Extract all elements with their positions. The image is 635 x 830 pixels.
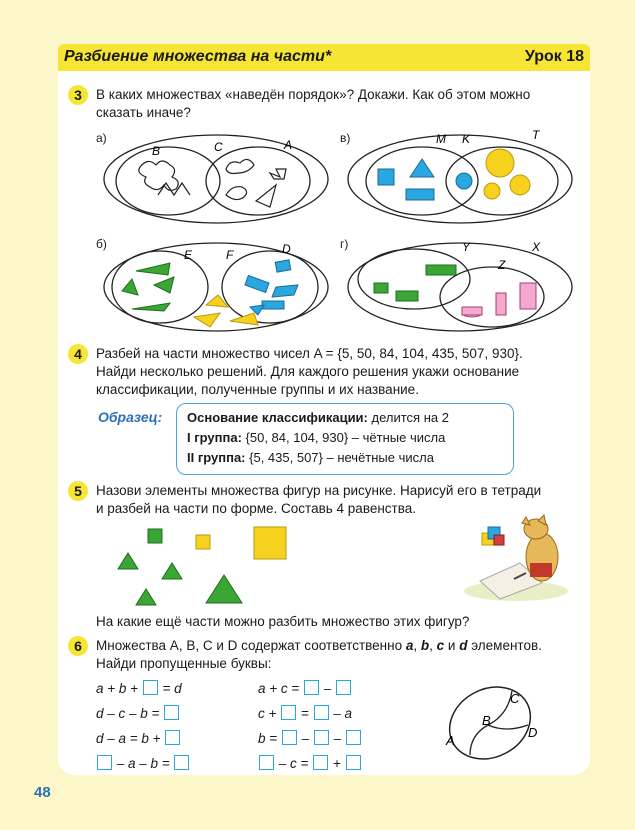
task-5-number: 5: [68, 481, 88, 501]
set-a-B-label: B: [152, 144, 161, 158]
task-3-text-line1: В каких множествах «наведён порядок»? Докажи. Как об этом можно: [96, 87, 531, 102]
equation-3: d – a = b +: [96, 730, 181, 746]
sample-group2: II группа: {5, 435, 507} – нечётные числа: [187, 450, 434, 465]
equation-8: – c = +: [258, 755, 362, 771]
task-5-line1: Назови элементы множества фигур на рисунке. Нарисуй его в тетради: [96, 483, 542, 498]
answer-box[interactable]: [313, 755, 328, 770]
task-5-line2: и разбей на части по форме. Составь 4 равенства.: [96, 501, 417, 516]
equation-2: d – c – b =: [96, 705, 180, 721]
content-panel: [58, 71, 590, 775]
task-5-question: На какие ещё части можно разбить множество этих фигур?: [96, 614, 470, 629]
set-g-Z-label: Z: [498, 258, 506, 272]
diagram-D-label: D: [528, 725, 538, 740]
task-5-shapes: [114, 523, 304, 613]
task-3-number: 3: [68, 85, 88, 105]
set-b-E-label: E: [184, 248, 193, 262]
set-b-D-label: D: [282, 242, 291, 256]
answer-box[interactable]: [314, 730, 329, 745]
set-b-label: б): [96, 237, 107, 251]
lesson-label: Урок 18: [524, 48, 584, 65]
set-v-M-label: M: [436, 132, 446, 146]
sample-label: Образец:: [98, 409, 163, 425]
page-number: 48: [34, 784, 51, 801]
set-b-F-label: F: [226, 248, 234, 262]
page-header: [58, 44, 590, 71]
task-3-text-line2: сказать иначе?: [96, 105, 191, 120]
set-v-T-label: T: [532, 129, 540, 142]
answer-box[interactable]: [314, 705, 329, 720]
answer-box[interactable]: [346, 730, 361, 745]
set-g-label: г): [340, 237, 349, 251]
answer-box[interactable]: [282, 730, 297, 745]
page-title: Разбиение множества на части*: [64, 48, 332, 65]
equation-6: c + = – a: [258, 706, 353, 721]
task-6-number: 6: [68, 636, 88, 656]
equation-5: a + c = –: [258, 680, 352, 696]
task-4-line2: Найди несколько решений. Для каждого решения укажи основание: [96, 364, 520, 379]
task-4-line3: классификации, полученные группы и их название.: [96, 382, 419, 397]
answer-box[interactable]: [259, 755, 274, 770]
set-v-K-label: K: [462, 132, 471, 146]
task-4-number: 4: [68, 344, 88, 364]
set-v-label: в): [340, 131, 351, 145]
set-a-A-label: A: [284, 138, 293, 152]
answer-box[interactable]: [304, 680, 319, 695]
answer-box[interactable]: [174, 755, 189, 770]
answer-box[interactable]: [336, 680, 351, 695]
set-g-X-label: X: [532, 240, 541, 254]
set-b-diagram: [98, 235, 348, 335]
equation-7: b = – –: [258, 730, 362, 746]
diagram-B-label: B: [482, 713, 491, 728]
answer-box[interactable]: [97, 755, 112, 770]
answer-box[interactable]: [281, 705, 296, 720]
sample-box: [176, 403, 514, 475]
equation-1: a + b + = d: [96, 681, 182, 696]
task-4-line1: Разбей на части множество чисел A = {5, 50, 84, 104, 435, 507, 930}.: [96, 346, 523, 361]
answer-box[interactable]: [346, 755, 361, 770]
diagram-C-label: C: [510, 691, 520, 706]
diagram-A-label: A: [446, 733, 455, 748]
set-a-diagram: [98, 129, 351, 229]
sample-basis: Основание классификации: делится на 2: [187, 410, 449, 425]
task-6-diagram: [430, 675, 570, 775]
set-g-diagram: [342, 235, 582, 335]
set-v-diagram: [342, 129, 582, 229]
answer-box[interactable]: [165, 730, 180, 745]
set-a-C-label: C: [214, 140, 223, 154]
answer-box[interactable]: [164, 705, 179, 720]
task-6-line1: Множества A, B, C и D содержат соответственно a, b, c и d элементов.: [96, 638, 542, 653]
set-g-Y-label: Y: [462, 240, 471, 254]
answer-box[interactable]: [143, 680, 158, 695]
task-6-line2: Найди пропущенные буквы:: [96, 656, 272, 671]
llama-illustration: [460, 513, 572, 603]
sample-group1: I группа: {50, 84, 104, 930} – чётные числа: [187, 430, 446, 445]
set-a-label: а): [96, 131, 107, 145]
equation-4: – a – b =: [96, 755, 190, 771]
